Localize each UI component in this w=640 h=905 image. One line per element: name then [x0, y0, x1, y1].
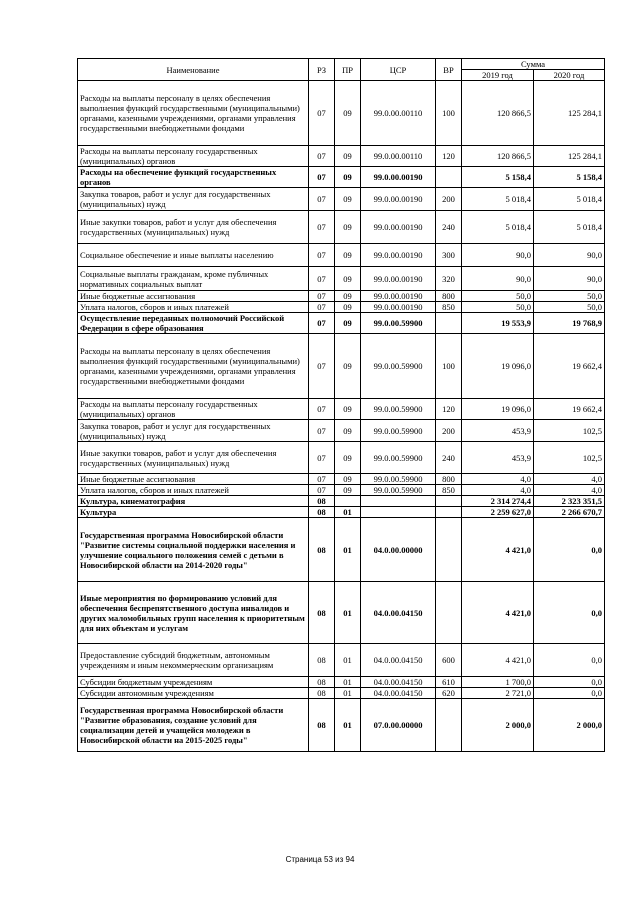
- cell-vr: 610: [436, 677, 462, 688]
- cell-y2019: 4 421,0: [462, 644, 534, 677]
- cell-y2019: 19 553,9: [462, 313, 534, 334]
- cell-vr: 200: [436, 420, 462, 442]
- cell-vr: [436, 582, 462, 644]
- cell-pr: 09: [335, 485, 361, 496]
- cell-name: Уплата налогов, сборов и иных платежей: [78, 302, 309, 313]
- cell-vr: 300: [436, 244, 462, 267]
- table-row: [78, 420, 605, 442]
- cell-csr: [361, 496, 436, 507]
- cell-csr: 99.0.00.00190: [361, 302, 436, 313]
- cell-pr: 09: [335, 146, 361, 167]
- cell-y2020: 90,0: [534, 267, 605, 291]
- cell-csr: 99.0.00.00190: [361, 211, 436, 244]
- cell-csr: 04.0.00.04150: [361, 582, 436, 644]
- cell-y2020: 0,0: [534, 518, 605, 582]
- cell-pr: 09: [335, 167, 361, 188]
- cell-csr: 99.0.00.00190: [361, 291, 436, 302]
- cell-rz: 08: [309, 699, 335, 752]
- cell-y2020: 4,0: [534, 485, 605, 496]
- cell-pr: 09: [335, 313, 361, 334]
- table-row: [78, 644, 605, 677]
- header-name: Наименование: [78, 59, 309, 81]
- cell-csr: 99.0.00.00110: [361, 81, 436, 146]
- cell-name: Закупка товаров, работ и услуг для государственных (муниципальных) нужд: [78, 188, 309, 211]
- table-row: [78, 291, 605, 302]
- cell-rz: 07: [309, 474, 335, 485]
- cell-y2019: 5 018,4: [462, 188, 534, 211]
- table-row: [78, 399, 605, 420]
- cell-pr: [335, 496, 361, 507]
- cell-y2020: 19 662,4: [534, 399, 605, 420]
- cell-pr: 01: [335, 699, 361, 752]
- table-row: [78, 211, 605, 244]
- cell-rz: 07: [309, 211, 335, 244]
- table-row: [78, 507, 605, 518]
- cell-pr: 01: [335, 677, 361, 688]
- cell-vr: 240: [436, 442, 462, 474]
- cell-name: Культура, кинематография: [78, 496, 309, 507]
- table-row: [78, 496, 605, 507]
- header-sum: Сумма: [462, 59, 605, 70]
- cell-rz: 07: [309, 146, 335, 167]
- cell-pr: 01: [335, 688, 361, 699]
- cell-csr: 99.0.00.59900: [361, 313, 436, 334]
- header-rz: РЗ: [309, 59, 335, 81]
- cell-name: Иные мероприятия по формированию условий для обеспечения беспрепятственного доступа инвалидов и других маломобильных групп населения к приоритетным для них объектам и услугам: [78, 582, 309, 644]
- cell-name: Уплата налогов, сборов и иных платежей: [78, 485, 309, 496]
- table-row: [78, 81, 605, 146]
- cell-name: Государственная программа Новосибирской области "Развитие системы социальной поддержки населения и улучшение социального положения семей с детьми в Новосибирской области на 2014-2020 годы": [78, 518, 309, 582]
- table-row: [78, 474, 605, 485]
- cell-y2020: 0,0: [534, 677, 605, 688]
- cell-vr: 100: [436, 81, 462, 146]
- table-body: [78, 81, 605, 752]
- cell-rz: 08: [309, 507, 335, 518]
- cell-vr: 620: [436, 688, 462, 699]
- cell-y2019: 4,0: [462, 474, 534, 485]
- cell-y2020: 0,0: [534, 688, 605, 699]
- cell-vr: 240: [436, 211, 462, 244]
- cell-y2019: 50,0: [462, 302, 534, 313]
- cell-vr: [436, 496, 462, 507]
- cell-csr: 04.0.00.04150: [361, 677, 436, 688]
- table-row: [78, 582, 605, 644]
- cell-vr: 850: [436, 302, 462, 313]
- cell-y2020: 0,0: [534, 582, 605, 644]
- cell-csr: 99.0.00.59900: [361, 442, 436, 474]
- cell-y2019: 453,9: [462, 442, 534, 474]
- cell-pr: 01: [335, 644, 361, 677]
- cell-y2019: 120 866,5: [462, 81, 534, 146]
- cell-vr: [436, 507, 462, 518]
- cell-name: Расходы на выплаты персоналу в целях обеспечения выполнения функций государственными (муниципальными) органами, казенными учреждениями, органами управления государственными внебюджетными фондами: [78, 81, 309, 146]
- cell-name: Субсидии автономным учреждениям: [78, 688, 309, 699]
- cell-pr: 09: [335, 399, 361, 420]
- table-row: [78, 146, 605, 167]
- cell-name: Субсидии бюджетным учреждениям: [78, 677, 309, 688]
- cell-rz: 07: [309, 420, 335, 442]
- cell-y2019: 120 866,5: [462, 146, 534, 167]
- cell-csr: 99.0.00.00190: [361, 167, 436, 188]
- cell-y2020: 90,0: [534, 244, 605, 267]
- cell-y2019: 19 096,0: [462, 334, 534, 399]
- cell-name: Государственная программа Новосибирской области "Развитие образования, создание условий для социализации детей и учащейся молодежи в Новосибирской области на 2015-2025 годы": [78, 699, 309, 752]
- cell-y2019: 4 421,0: [462, 582, 534, 644]
- cell-y2019: 50,0: [462, 291, 534, 302]
- cell-y2019: 2 000,0: [462, 699, 534, 752]
- cell-name: Расходы на выплаты персоналу государственных (муниципальных) органов: [78, 399, 309, 420]
- table-row: [78, 485, 605, 496]
- cell-rz: 07: [309, 267, 335, 291]
- cell-y2019: 90,0: [462, 267, 534, 291]
- cell-csr: 04.0.00.04150: [361, 688, 436, 699]
- cell-rz: 08: [309, 677, 335, 688]
- cell-vr: [436, 518, 462, 582]
- cell-pr: 09: [335, 211, 361, 244]
- table-row: [78, 334, 605, 399]
- cell-y2020: 5 158,4: [534, 167, 605, 188]
- cell-y2020: 102,5: [534, 442, 605, 474]
- table-row: [78, 518, 605, 582]
- cell-pr: 09: [335, 420, 361, 442]
- cell-pr: 01: [335, 518, 361, 582]
- cell-pr: 09: [335, 334, 361, 399]
- cell-csr: [361, 507, 436, 518]
- cell-vr: 120: [436, 399, 462, 420]
- cell-rz: 07: [309, 188, 335, 211]
- table-row: [78, 167, 605, 188]
- cell-pr: 01: [335, 582, 361, 644]
- cell-csr: 99.0.00.59900: [361, 474, 436, 485]
- cell-csr: 99.0.00.00110: [361, 146, 436, 167]
- cell-vr: [436, 313, 462, 334]
- cell-y2019: 90,0: [462, 244, 534, 267]
- table-row: [78, 188, 605, 211]
- header-year-2019: 2019 год: [462, 70, 534, 81]
- cell-name: Осуществление переданных полномочий Российской Федерации в сфере образования: [78, 313, 309, 334]
- cell-y2020: 102,5: [534, 420, 605, 442]
- cell-rz: 07: [309, 442, 335, 474]
- cell-rz: 07: [309, 244, 335, 267]
- table-row: [78, 699, 605, 752]
- cell-y2019: 2 721,0: [462, 688, 534, 699]
- cell-y2020: 125 284,1: [534, 146, 605, 167]
- cell-y2020: 0,0: [534, 644, 605, 677]
- cell-pr: 09: [335, 267, 361, 291]
- cell-name: Культура: [78, 507, 309, 518]
- cell-pr: 09: [335, 474, 361, 485]
- cell-rz: 08: [309, 582, 335, 644]
- cell-y2020: 2 000,0: [534, 699, 605, 752]
- cell-rz: 08: [309, 644, 335, 677]
- cell-y2019: 4,0: [462, 485, 534, 496]
- cell-pr: 09: [335, 442, 361, 474]
- cell-vr: 200: [436, 188, 462, 211]
- cell-csr: 04.0.00.00000: [361, 518, 436, 582]
- cell-name: Иные бюджетные ассигнования: [78, 474, 309, 485]
- cell-rz: 07: [309, 399, 335, 420]
- cell-csr: 99.0.00.59900: [361, 334, 436, 399]
- page-number: Страница 53 из 94: [285, 855, 355, 864]
- cell-y2020: 5 018,4: [534, 188, 605, 211]
- cell-csr: 99.0.00.59900: [361, 485, 436, 496]
- cell-y2020: 125 284,1: [534, 81, 605, 146]
- cell-name: Закупка товаров, работ и услуг для государственных (муниципальных) нужд: [78, 420, 309, 442]
- cell-y2020: 4,0: [534, 474, 605, 485]
- cell-vr: 100: [436, 334, 462, 399]
- cell-vr: 120: [436, 146, 462, 167]
- cell-rz: 08: [309, 688, 335, 699]
- cell-vr: [436, 167, 462, 188]
- cell-y2019: 19 096,0: [462, 399, 534, 420]
- header-csr: ЦСР: [361, 59, 436, 81]
- cell-y2020: 2 266 670,7: [534, 507, 605, 518]
- cell-csr: 99.0.00.59900: [361, 399, 436, 420]
- cell-rz: 08: [309, 496, 335, 507]
- cell-pr: 09: [335, 244, 361, 267]
- cell-rz: 07: [309, 485, 335, 496]
- cell-pr: 09: [335, 291, 361, 302]
- cell-vr: 600: [436, 644, 462, 677]
- cell-rz: 08: [309, 518, 335, 582]
- cell-name: Расходы на выплаты персоналу в целях обеспечения выполнения функций государственными (муниципальными) органами, казенными учреждениями, органами управления государственными внебюджетными фондами: [78, 334, 309, 399]
- table-row: [78, 442, 605, 474]
- table-row: [78, 688, 605, 699]
- cell-csr: 99.0.00.00190: [361, 244, 436, 267]
- table-row: [78, 302, 605, 313]
- cell-y2020: 19 768,9: [534, 313, 605, 334]
- cell-name: Предоставление субсидий бюджетным, автономным учреждениям и иным некоммерческим организациям: [78, 644, 309, 677]
- cell-y2019: 5 018,4: [462, 211, 534, 244]
- cell-csr: 99.0.00.00190: [361, 188, 436, 211]
- cell-y2020: 19 662,4: [534, 334, 605, 399]
- table-row: [78, 244, 605, 267]
- cell-name: Иные закупки товаров, работ и услуг для обеспечения государственных (муниципальных) нужд: [78, 211, 309, 244]
- cell-csr: 99.0.00.59900: [361, 420, 436, 442]
- cell-y2019: 4 421,0: [462, 518, 534, 582]
- cell-y2020: 5 018,4: [534, 211, 605, 244]
- cell-vr: 850: [436, 485, 462, 496]
- cell-y2019: 2 259 627,0: [462, 507, 534, 518]
- cell-name: Социальные выплаты гражданам, кроме публичных нормативных социальных выплат: [78, 267, 309, 291]
- cell-name: Социальное обеспечение и иные выплаты населению: [78, 244, 309, 267]
- cell-rz: 07: [309, 302, 335, 313]
- cell-pr: 09: [335, 302, 361, 313]
- budget-table: [77, 58, 605, 752]
- cell-rz: 07: [309, 313, 335, 334]
- cell-y2020: 50,0: [534, 302, 605, 313]
- cell-pr: 09: [335, 81, 361, 146]
- cell-name: Иные закупки товаров, работ и услуг для обеспечения государственных (муниципальных) нужд: [78, 442, 309, 474]
- cell-name: Расходы на выплаты персоналу государственных (муниципальных) органов: [78, 146, 309, 167]
- cell-y2020: 50,0: [534, 291, 605, 302]
- header-vr: ВР: [436, 59, 462, 81]
- header-year-2020: 2020 год: [534, 70, 605, 81]
- cell-y2020: 2 323 351,5: [534, 496, 605, 507]
- cell-csr: 99.0.00.00190: [361, 267, 436, 291]
- cell-name: Иные бюджетные ассигнования: [78, 291, 309, 302]
- cell-rz: 07: [309, 291, 335, 302]
- cell-vr: 800: [436, 291, 462, 302]
- cell-rz: 07: [309, 334, 335, 399]
- cell-rz: 07: [309, 81, 335, 146]
- cell-y2019: 1 700,0: [462, 677, 534, 688]
- cell-pr: 01: [335, 507, 361, 518]
- cell-pr: 09: [335, 188, 361, 211]
- cell-y2019: 453,9: [462, 420, 534, 442]
- table-row: [78, 677, 605, 688]
- table-row: [78, 313, 605, 334]
- table-row: [78, 267, 605, 291]
- cell-csr: 07.0.00.00000: [361, 699, 436, 752]
- cell-y2019: 5 158,4: [462, 167, 534, 188]
- cell-vr: 320: [436, 267, 462, 291]
- cell-rz: 07: [309, 167, 335, 188]
- cell-vr: 800: [436, 474, 462, 485]
- cell-y2019: 2 314 274,4: [462, 496, 534, 507]
- cell-name: Расходы на обеспечение функций государственных органов: [78, 167, 309, 188]
- cell-vr: [436, 699, 462, 752]
- cell-csr: 04.0.00.04150: [361, 644, 436, 677]
- header-pr: ПР: [335, 59, 361, 81]
